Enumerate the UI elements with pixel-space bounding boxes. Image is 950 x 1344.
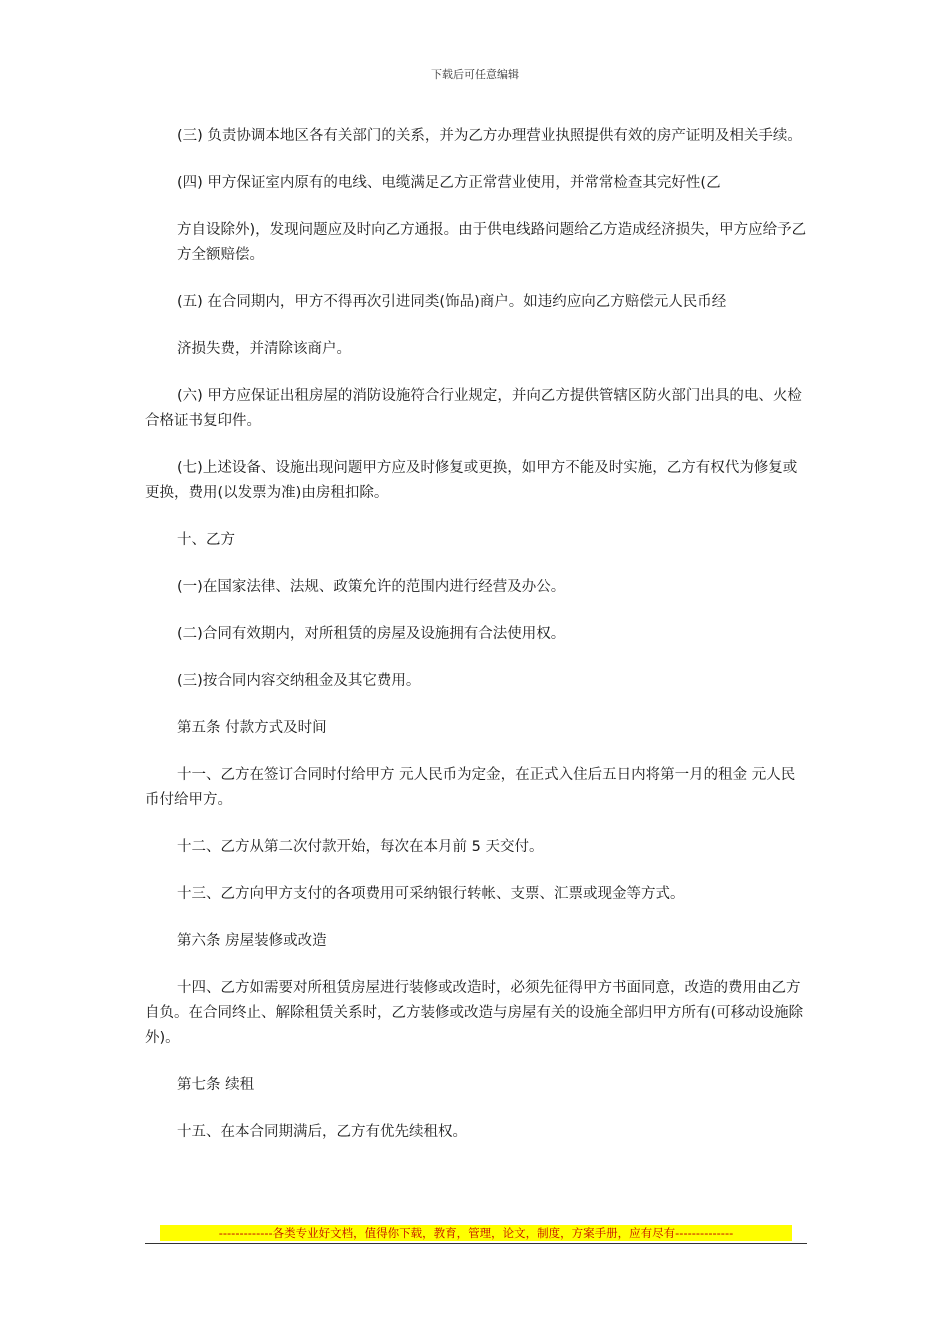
paragraph: 十五、在本合同期满后，乙方有优先续租权。 [177,1124,467,1140]
paragraph: (五) 在合同期内，甲方不得再次引进同类(饰品)商户。如违约应向乙方赔偿元人民币经 [177,294,727,310]
paragraph: (七)上述设备、设施出现问题甲方应及时修复或更换，如甲方不能及时实施，乙方有权代为修复或更换，费用(以发票为准)由房租扣除。 [145,460,798,501]
page-footer [145,1225,807,1244]
paragraph: (一)在国家法律、法规、政策允许的范围内进行经营及办公。 [177,579,566,595]
section-heading: 第六条 房屋装修或改造 [177,933,327,949]
paragraph: 十三、乙方向甲方支付的各项费用可采纳银行转帐、支票、汇票或现金等方式。 [177,886,685,902]
paragraph: (六) 甲方应保证出租房屋的消防设施符合行业规定，并向乙方提供管辖区防火部门出具的电、火检合格证书复印件。 [145,388,802,429]
paragraph: (四) 甲方保证室内原有的电线、电缆满足乙方正常营业使用，并常常检查其完好性(乙 [177,175,721,191]
paragraph: (三)按合同内容交纳租金及其它费用。 [177,673,421,689]
paragraph: 十四、乙方如需要对所租赁房屋进行装修或改造时，必须先征得甲方书面同意，改造的费用由乙方自负。在合同终止、解除租赁关系时，乙方装修或改造与房屋有关的设施全部归甲方所有(可移动设施除外)。 [145,980,804,1046]
document-body [145,124,807,1167]
section-heading: 十、乙方 [177,532,235,548]
paragraph: 十一、乙方在签订合同时付给甲方 元人民币为定金，在正式入住后五日内将第一月的租金 元人民币付给甲方。 [145,767,796,808]
footer-banner: -------------各类专业好文档，值得你下载，教育，管理，论文，制度，方案手册，应有尽有-------------- [160,1225,792,1241]
section-heading: 第五条 付款方式及时间 [177,720,327,736]
section-heading: 第七条 续租 [177,1077,255,1093]
paragraph: (二)合同有效期内，对所租赁的房屋及设施拥有合法使用权。 [177,626,566,642]
paragraph: 方自设除外)，发现问题应及时向乙方通报。由于供电线路问题给乙方造成经济损失，甲方应给予乙方全额赔偿。 [177,222,807,263]
page-header: 下载后可任意编辑 [431,68,519,81]
paragraph: (三) 负责协调本地区各有关部门的关系，并为乙方办理营业执照提供有效的房产证明及相关手续。 [177,128,802,144]
paragraph: 济损失费，并清除该商户。 [177,341,351,357]
paragraph: 十二、乙方从第二次付款开始，每次在本月前 5 天交付。 [177,839,544,855]
footer-rule [145,1243,807,1244]
